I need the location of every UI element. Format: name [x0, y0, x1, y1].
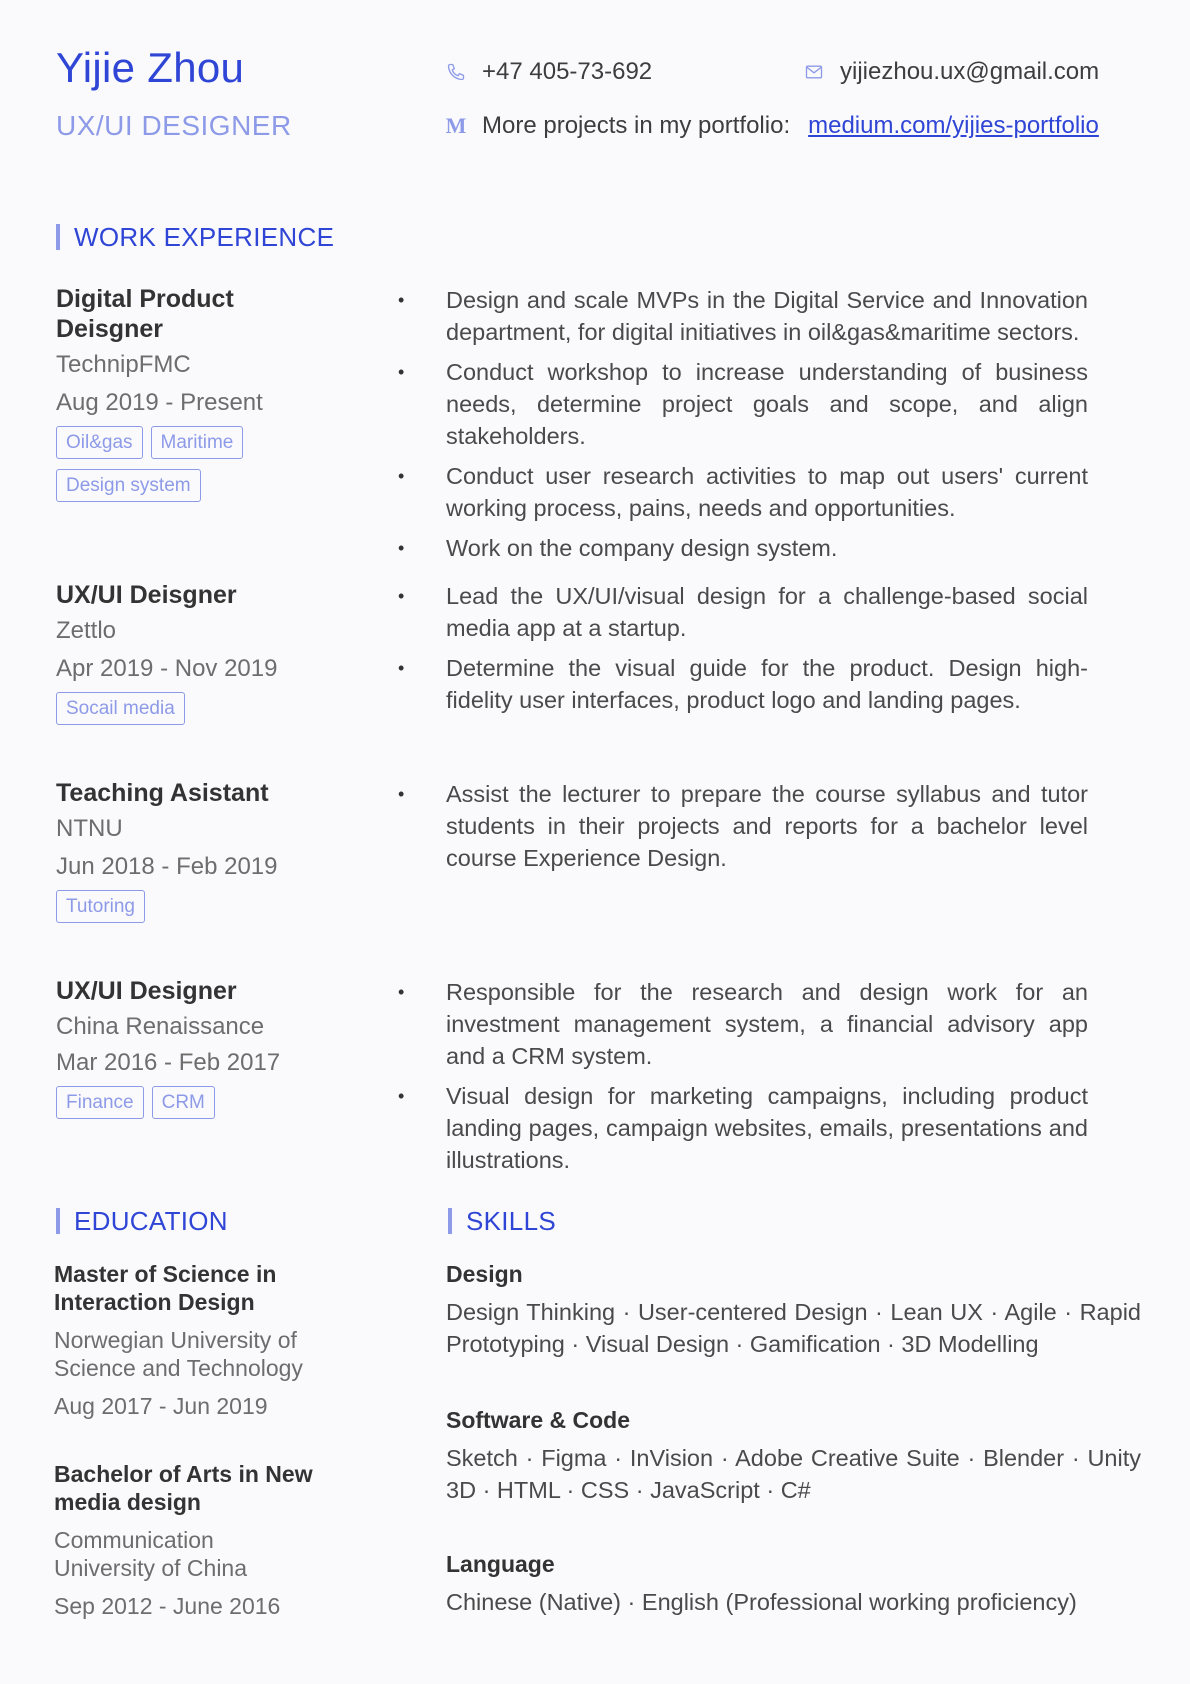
- education-entry: [54, 1460, 334, 1620]
- skill-group-title: Software & Code: [446, 1407, 631, 1433]
- envelope-icon: [802, 60, 826, 84]
- job-entry: [56, 580, 316, 725]
- job-tags: [56, 692, 316, 725]
- job-bullets: [398, 778, 1088, 882]
- job-company: Zettlo: [56, 617, 117, 644]
- education-dates: Sep 2012 - June 2016: [54, 1593, 281, 1619]
- job-dates: Apr 2019 - Nov 2019: [56, 655, 278, 682]
- job-dates: Aug 2019 - Present: [56, 389, 263, 416]
- education-entry: [54, 1260, 334, 1420]
- candidate-name: Yijie Zhou: [56, 44, 245, 91]
- skill-group-text: Design Thinking · User-centered Design · Lean UX · Agile · Rapid Prototyping · Visual Design · Gamification · 3D Modelling: [446, 1299, 1141, 1357]
- job-tags: [56, 426, 266, 502]
- job-tags: [56, 1086, 316, 1119]
- job-bullet: • Determine the visual guide for the product. Design high-fidelity user interfaces, product logo and landing pages.: [398, 652, 1088, 716]
- job-dates: Jun 2018 - Feb 2019: [56, 853, 278, 880]
- candidate-role: UX/UI DESIGNER: [56, 110, 292, 141]
- job-entry: [56, 976, 316, 1119]
- job-bullet: • Design and scale MVPs in the Digital Service and Innovation department, for digital initiatives in oil&gas&maritime sectors.: [398, 284, 1088, 348]
- job-bullets: [398, 284, 1088, 572]
- email-address: yijiezhou.ux@gmail.com: [840, 58, 1100, 85]
- work-experience-heading: WORK EXPERIENCE: [56, 224, 334, 250]
- portfolio-link[interactable]: medium.com/yijies-portfolio: [808, 112, 1099, 139]
- school-name: Communication University of China: [54, 1527, 248, 1581]
- job-title: UX/UI Deisgner: [56, 581, 237, 609]
- tag: Oil&gas: [56, 426, 143, 459]
- job-company: China Renaissance: [56, 1013, 265, 1040]
- job-bullet: • Conduct workshop to increase understanding of business needs, determine project goals and scope, and align stakeholders.: [398, 356, 1088, 452]
- tag: Maritime: [151, 426, 244, 459]
- phone-contact: [444, 58, 652, 86]
- skill-group-title: Design: [446, 1261, 523, 1287]
- tag: Finance: [56, 1086, 144, 1119]
- email-contact: [802, 58, 1099, 86]
- job-bullet: • Assist the lecturer to prepare the course syllabus and tutor students in their projects and reports for a bachelor level course Experience Design.: [398, 778, 1088, 874]
- job-bullets: [398, 580, 1088, 724]
- portfolio-label: More projects in my portfolio:: [482, 112, 791, 139]
- skill-group: [446, 1550, 1141, 1618]
- skills-heading: SKILLS: [448, 1208, 556, 1234]
- job-bullet: • Work on the company design system.: [398, 532, 1088, 564]
- job-company: NTNU: [56, 815, 123, 842]
- education-dates: Aug 2017 - Jun 2019: [54, 1393, 268, 1419]
- tag: CRM: [152, 1086, 215, 1119]
- skill-group: [446, 1260, 1141, 1360]
- skill-group-title: Language: [446, 1551, 555, 1577]
- job-bullet: • Visual design for marketing campaigns, including product landing pages, campaign websites, emails, presentations and illustrations.: [398, 1080, 1088, 1176]
- skill-group-text: Sketch · Figma · InVision · Adobe Creative Suite · Blender · Unity 3D · HTML · CSS · JavaScript · C#: [446, 1445, 1141, 1503]
- job-title: Digital Product Deisgner: [56, 285, 234, 343]
- skill-group-text: Chinese (Native) · English (Professional working proficiency): [446, 1589, 1077, 1615]
- portfolio-contact: [444, 112, 1099, 140]
- skill-group: [446, 1406, 1141, 1506]
- phone-icon: [444, 60, 468, 84]
- job-bullet: • Conduct user research activities to map out users' current working process, pains, needs and opportunities.: [398, 460, 1088, 524]
- job-entry: [56, 284, 316, 502]
- tag: Socail media: [56, 692, 185, 725]
- job-tags: [56, 890, 316, 923]
- job-dates: Mar 2016 - Feb 2017: [56, 1049, 281, 1076]
- job-title: Teaching Asistant: [56, 779, 269, 807]
- job-bullet: • Responsible for the research and design work for an investment management system, a financial advisory app and a CRM system.: [398, 976, 1088, 1072]
- school-name: Norwegian University of Science and Technology: [54, 1327, 303, 1381]
- tag: Design system: [56, 469, 201, 502]
- degree-title: Bachelor of Arts in New media design: [54, 1461, 313, 1515]
- education-heading: EDUCATION: [56, 1208, 228, 1234]
- job-bullets: [398, 976, 1088, 1184]
- phone-number: +47 405-73-692: [482, 58, 653, 85]
- job-entry: [56, 778, 316, 923]
- medium-icon: M: [445, 113, 467, 138]
- tag: Tutoring: [56, 890, 145, 923]
- degree-title: Master of Science in Interaction Design: [54, 1261, 277, 1315]
- job-company: TechnipFMC: [56, 351, 191, 378]
- job-title: UX/UI Designer: [56, 977, 237, 1005]
- job-bullet: • Lead the UX/UI/visual design for a challenge-based social media app at a startup.: [398, 580, 1088, 644]
